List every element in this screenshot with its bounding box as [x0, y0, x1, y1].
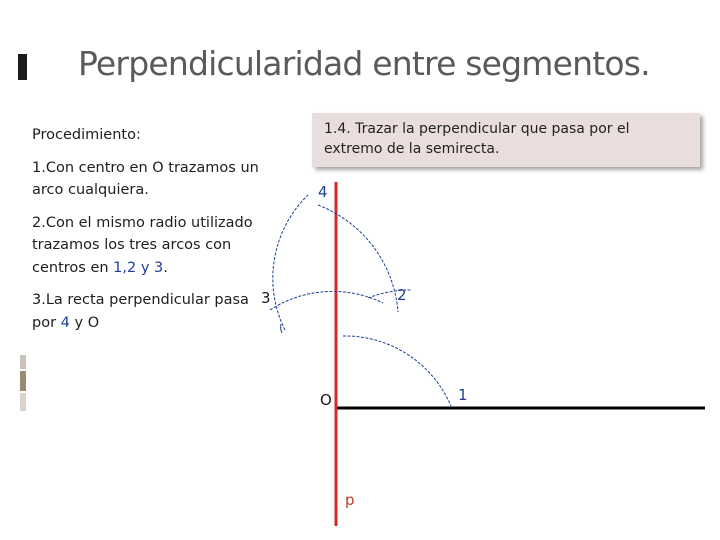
slide-title: Perpendicularidad entre segmentos.: [78, 44, 650, 83]
step-2-end: .: [163, 259, 168, 276]
arc-center-3: [270, 291, 383, 310]
label-point-3: 3: [261, 289, 271, 307]
step-3-end: y O: [69, 314, 100, 331]
label-origin: O: [320, 391, 332, 409]
step-2-centers: 1,2 y 3: [113, 259, 164, 276]
instruction-callout: 1.4. Trazar la perpendicular que pasa por el extremo de la semirecta.: [312, 113, 700, 167]
label-point-4: 4: [318, 183, 328, 201]
arc-tick: [281, 324, 282, 333]
label-point-2: 2: [397, 286, 407, 304]
arc-center-2-upper: [318, 205, 398, 312]
step-3-point: 4: [60, 314, 70, 331]
label-line-p: p: [345, 491, 355, 509]
label-point-1: 1: [458, 386, 468, 404]
step-3-text: 3.La recta perpendicular pasa por: [32, 292, 249, 331]
arc-center-o: [343, 336, 451, 406]
step-2-text: 2.Con el mismo radio utilizado trazamos los tres arcos con centros en: [32, 214, 253, 276]
procedure-heading: Procedimiento:: [32, 127, 141, 143]
arc-center-2: [273, 195, 308, 330]
procedure-step-1: 1.Con centro en O trazamos un arco cualquiera.: [32, 159, 259, 198]
